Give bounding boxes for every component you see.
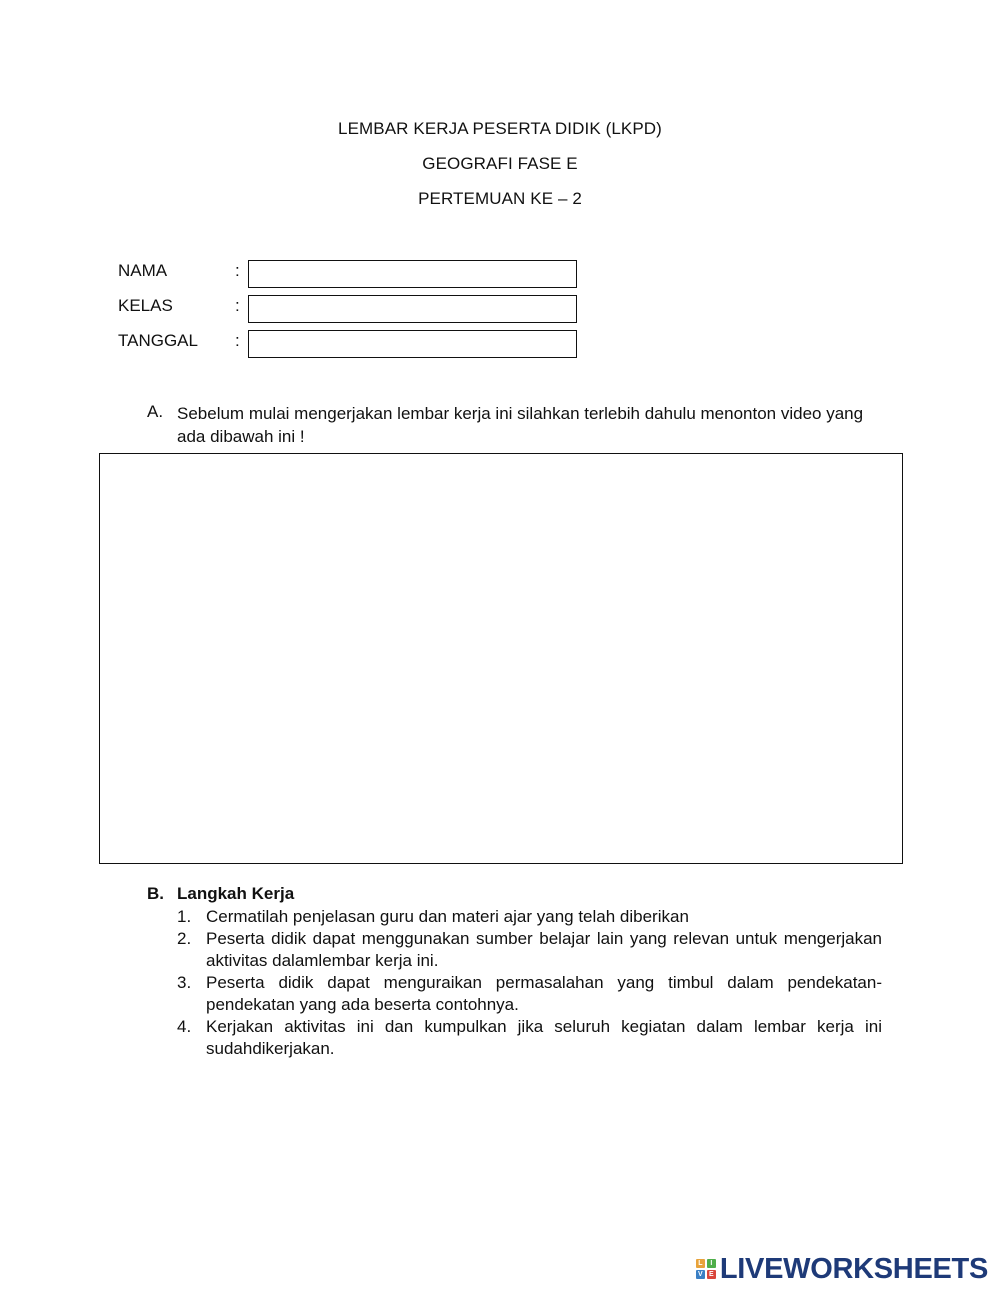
step-number: 2. bbox=[177, 929, 192, 948]
date-colon: : bbox=[235, 331, 240, 350]
list-item bbox=[177, 1016, 882, 1060]
logo-tile: I bbox=[707, 1259, 716, 1268]
step-text: Kerjakan aktivitas ini dan kumpulkan jika seluruh kegiatan dalam lembar kerja ini sudahdikerjakan. bbox=[206, 1017, 882, 1058]
step-number: 3. bbox=[177, 973, 192, 992]
section-b-title: Langkah Kerja bbox=[177, 884, 295, 903]
date-field[interactable] bbox=[248, 330, 577, 358]
worksheet-title: LEMBAR KERJA PESERTA DIDIK (LKPD) bbox=[338, 119, 662, 138]
list-item bbox=[177, 972, 882, 1016]
name-field[interactable] bbox=[248, 260, 577, 288]
logo-tile: E bbox=[707, 1270, 716, 1279]
name-colon: : bbox=[235, 261, 240, 280]
video-embed-area[interactable] bbox=[99, 453, 903, 864]
section-b-marker: B. bbox=[147, 884, 164, 903]
work-steps-list bbox=[177, 906, 882, 1060]
list-item bbox=[177, 906, 882, 928]
class-field[interactable] bbox=[248, 295, 577, 323]
list-item bbox=[177, 928, 882, 972]
liveworksheets-logo-icon bbox=[696, 1259, 716, 1279]
step-text: Cermatilah penjelasan guru dan materi ajar yang telah diberikan bbox=[206, 907, 689, 926]
worksheet-subject: GEOGRAFI FASE E bbox=[422, 154, 578, 173]
name-label: NAMA bbox=[118, 261, 168, 280]
brand-wordmark: LIVEWORKSHEETS bbox=[719, 1252, 988, 1285]
step-text: Peserta didik dapat menguraikan permasalahan yang timbul dalam pendekatan-pendekatan yang ada beserta contohnya. bbox=[206, 973, 882, 1014]
logo-tile: V bbox=[696, 1270, 705, 1279]
step-text: Peserta didik dapat menggunakan sumber belajar lain yang relevan untuk mengerjakan aktivitas dalamlembar kerja ini. bbox=[206, 929, 882, 970]
step-number: 1. bbox=[177, 907, 192, 926]
date-label: TANGGAL bbox=[118, 331, 198, 350]
section-a-instruction: Sebelum mulai mengerjakan lembar kerja ini silahkan terlebih dahulu menonton video yang ada dibawah ini ! bbox=[177, 404, 864, 446]
section-a-marker: A. bbox=[147, 402, 164, 421]
class-label: KELAS bbox=[118, 296, 173, 315]
liveworksheets-brand bbox=[696, 1252, 988, 1286]
step-number: 4. bbox=[177, 1017, 192, 1036]
worksheet-meeting: PERTEMUAN KE – 2 bbox=[418, 189, 582, 208]
logo-tile: L bbox=[696, 1259, 705, 1268]
class-colon: : bbox=[235, 296, 240, 315]
